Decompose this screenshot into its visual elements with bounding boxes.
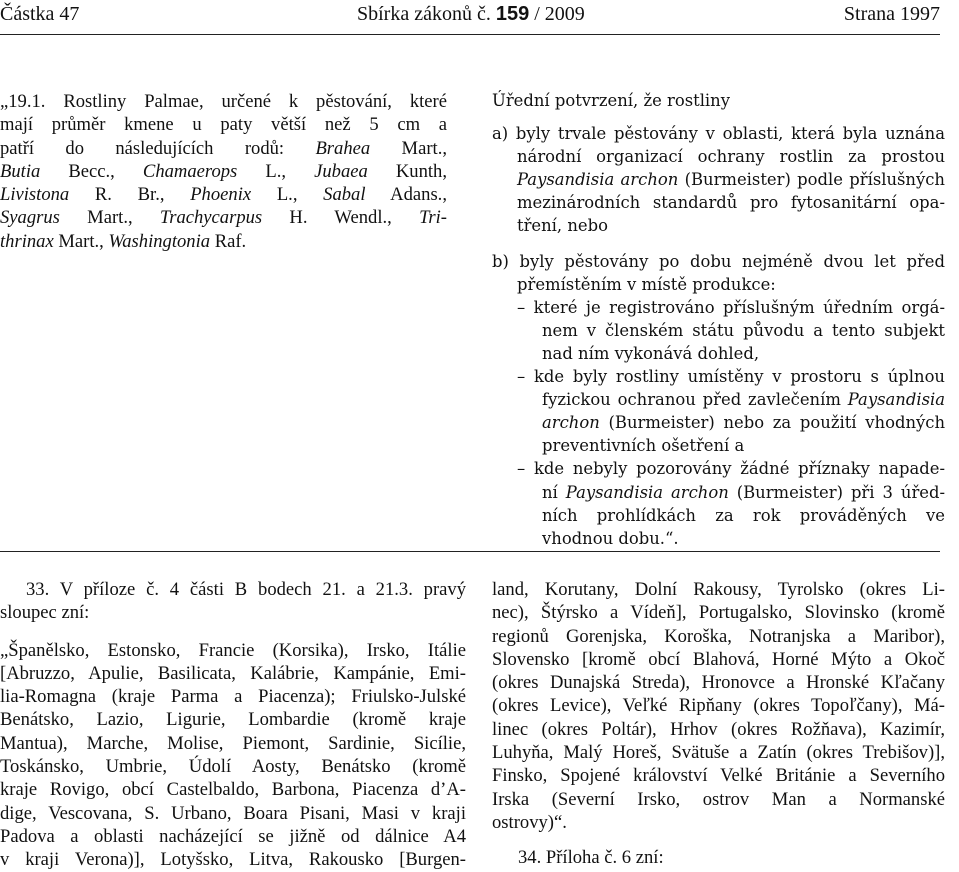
spacer — [492, 238, 945, 250]
dash-3-line — [492, 504, 945, 527]
body-line: Irska (Severní Irsko, ostrov Man a Normanské — [492, 788, 945, 810]
text-run: L., — [237, 160, 315, 182]
text-run: národní organizací ochrany rostlin za prostou — [517, 147, 945, 167]
text-run: vhodnou dobu.“. — [542, 528, 679, 548]
text-run: (Burmeister) nebo za použití vhodných — [599, 413, 945, 433]
body-line: dige, Vescovana, S. Urbano, Boara Pisani, Masi v kraji — [0, 802, 466, 824]
latin-name: archon — [542, 413, 600, 433]
header-collection-prefix: Sbírka zákonů č. — [357, 3, 491, 25]
body-line: ostrovy)“. — [492, 811, 567, 833]
body-line: linec (okres Poltár), Hrhov (okres Rožňava), Kazimír, — [492, 718, 945, 740]
certificate-heading: Úřední potvrzení, že rostliny — [492, 91, 730, 110]
section-line — [0, 137, 447, 160]
latin-name: Tri- — [419, 207, 447, 229]
text-run: (Burmeister) při 3 úřed- — [728, 482, 946, 502]
body-line: Slovensko [kromě obcí Blahová, Horné Mýto a Okoč — [492, 648, 945, 670]
text-run: Mart., — [53, 230, 109, 252]
section-19-1-right — [492, 89, 945, 550]
header-year: 2009 — [544, 3, 585, 25]
item-a-line — [492, 214, 945, 237]
dash-2-line — [492, 434, 945, 457]
body-line: Padova a oblasti nacházející se jižně od dálnice A4 — [0, 825, 466, 847]
text-run: Raf. — [210, 230, 247, 252]
header-separator: / — [534, 3, 540, 25]
item-a-line — [492, 191, 945, 214]
dash-2-line — [492, 365, 945, 388]
body-line: 33. V příloze č. 4 části B bodech 21. a 21.3. pravý — [26, 579, 466, 600]
text-run: a) byly trvale pěstovány v oblasti, která byla uznána — [492, 124, 945, 144]
latin-name: Paysandisia — [847, 390, 945, 410]
item-a-line — [492, 168, 945, 191]
latin-name: Butia — [0, 160, 41, 182]
latin-name: Phoenix — [190, 184, 252, 206]
header-part: Částka 47 — [0, 3, 80, 25]
body-line: lia-Romagna (kraje Parma a Piacenza); Friulsko-Julské — [0, 686, 466, 708]
text-run: Mart., — [370, 137, 448, 159]
latin-name: Trachycarpus — [159, 207, 263, 229]
latin-name: Paysandisia archon — [565, 482, 729, 502]
dash-3-line — [492, 527, 945, 550]
text-run: Adans., — [365, 184, 447, 206]
text-run: Mart., — [59, 207, 160, 229]
item-b-line — [492, 273, 945, 296]
text-run: – kde nebyly pozorovány žádné příznaky napade- — [517, 459, 945, 479]
text-run: preventivních ošetření a — [542, 436, 745, 456]
latin-name: Paysandisia archon — [517, 170, 679, 190]
text-run: R. Br., — [69, 184, 191, 206]
section-line — [0, 230, 447, 253]
text-run: L., — [251, 184, 324, 206]
body-line: (okres Levice), Veľké Ripňany (okres Topoľčany), Má- — [492, 695, 945, 717]
dash-2-line — [492, 388, 945, 411]
section-line — [0, 183, 447, 206]
body-line: (okres Dunajská Streda), Hronovce a Hronské Kľačany — [492, 672, 945, 694]
body-line: sloupec zní: — [0, 602, 90, 624]
section-line — [0, 113, 447, 136]
text-run: mají průměr kmene u paty větší než 5 cm a — [0, 114, 447, 136]
latin-name: Livistona — [0, 184, 70, 206]
text-run: nad ním vykonává dohled, — [542, 343, 760, 363]
latin-name: Chamaerops — [142, 160, 238, 182]
dash-1-line — [492, 342, 945, 365]
body-line: land, Korutany, Dolní Rakousy, Tyrolsko (okres Li- — [492, 579, 945, 600]
section-line — [0, 160, 447, 183]
header-collection — [357, 3, 585, 26]
dash-2-line — [492, 411, 945, 434]
item-a-line — [492, 145, 945, 168]
text-run: (Burmeister) podle příslušných — [678, 170, 945, 190]
body-line: Luhyňa, Malý Horeš, Svätuše a Zatín (okres Trebišov)], — [492, 742, 945, 764]
body-line: nec), Štýrsko a Vídeň], Portugalsko, Slovinsko (kromě — [492, 602, 945, 624]
point-33-left — [0, 578, 466, 872]
text-run: H. Wendl., — [262, 207, 420, 229]
body-line: regionů Gorenjska, Koroška, Notranjska a Maribor), — [492, 625, 945, 647]
latin-name: thrinax — [0, 230, 54, 252]
latin-name: Washingtonia — [108, 230, 211, 252]
section-rule — [0, 551, 940, 552]
dash-3-line — [492, 457, 945, 480]
header-number: 159 — [495, 3, 530, 25]
body-line: Toskánsko, Umbrie, Údolí Aosty, Benátsko (kromě — [0, 756, 466, 778]
latin-name: Syagrus — [0, 207, 60, 229]
latin-name: Jubaea — [314, 160, 368, 182]
text-run: ních prohlídkách za rok prováděných ve — [542, 505, 945, 525]
text-run: „19.1. Rostliny Palmae, určené k pěstování, které — [0, 91, 447, 112]
body-line: v kraji Verona)], Lotyšsko, Litva, Rakousko [Burgen- — [0, 849, 466, 871]
text-run: Becc., — [40, 160, 143, 182]
body-line: [Abruzzo, Apulie, Basilicata, Kalábrie, Kampánie, Emi- — [0, 662, 466, 684]
dash-3-line — [492, 481, 945, 504]
body-line: Finsko, Spojené království Velké Británie a Severního — [492, 765, 945, 787]
header-rule — [0, 34, 940, 35]
dash-1-line — [492, 319, 945, 342]
body-line: Mantua), Marche, Molise, Piemont, Sardinie, Sicílie, — [0, 732, 466, 754]
latin-name: Sabal — [323, 184, 366, 206]
text-run: Kunth, — [367, 160, 448, 182]
item-a-line — [492, 122, 945, 145]
body-line: Benátsko, Lazio, Ligurie, Lombardie (kromě kraje — [0, 709, 466, 731]
text-run: tření, nebo — [517, 216, 608, 236]
text-run: ní — [542, 482, 566, 502]
section-line — [0, 90, 447, 113]
page-header — [0, 3, 940, 33]
text-run: přemístěním v místě produkce: — [517, 274, 776, 294]
item-b-line — [492, 250, 945, 273]
text-run: nem v členském státu původu a tento subjekt — [542, 320, 945, 340]
section-line — [0, 206, 447, 229]
text-run: mezinárodních standardů pro fytosanitární opa- — [517, 193, 945, 213]
text-run: – které je registrováno příslušným úředním orgá- — [517, 297, 945, 317]
text-run: fyzickou ochranou před zavlečením — [542, 390, 848, 410]
body-line: kraje Rovigo, obcí Castelbaldo, Barbona, Piacenza d’A- — [0, 779, 466, 801]
text-run: b) byly pěstovány po dobu nejméně dvou let před — [492, 251, 945, 271]
body-line: 34. Příloha č. 6 zní: — [518, 847, 664, 869]
body-line: „Španělsko, Estonsko, Francie (Korsika), Irsko, Itálie — [0, 639, 466, 661]
text-run: patří do následujících rodů: — [0, 137, 316, 159]
section-19-1-left — [0, 90, 447, 253]
latin-name: Brahea — [315, 137, 371, 159]
point-33-right — [492, 578, 945, 870]
dash-1-line — [492, 296, 945, 319]
text-run: – kde byly rostliny umístěny v prostoru s úplnou — [517, 367, 945, 387]
header-page: Strana 1997 — [843, 3, 940, 25]
